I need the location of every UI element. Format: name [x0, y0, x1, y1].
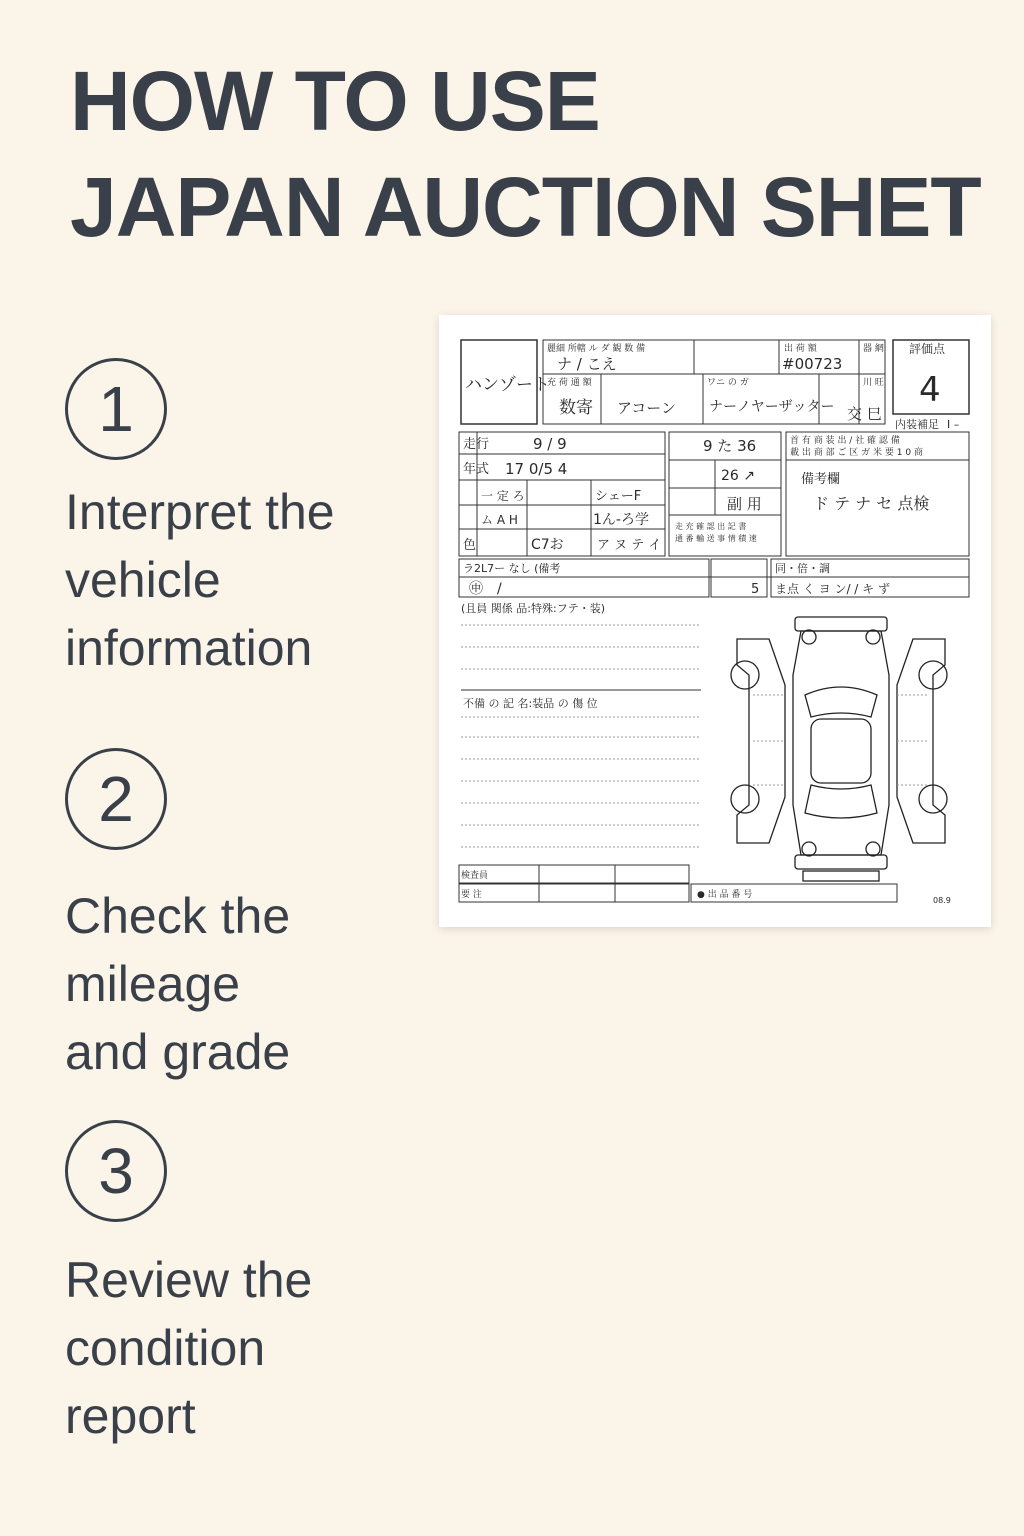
svg-text:充 荷 通 額: 充 荷 通 額 — [547, 378, 592, 388]
distance-value: 1ん-ろ学 — [593, 512, 649, 528]
step-line: vehicle — [65, 552, 221, 608]
step-line: report — [65, 1388, 196, 1444]
svg-text:通 番 輸 送 事 情 積 速: 通 番 輸 送 事 情 積 速 — [675, 534, 757, 543]
svg-text:載 出 商 部 ご 区 ガ 米 要 1 0 商: 載 出 商 部 ご 区 ガ 米 要 1 0 商 — [790, 448, 923, 458]
shift-value: シェーF — [595, 489, 642, 504]
svg-text:交 巳: 交 巳 — [847, 405, 882, 423]
car-label: ハンゾート — [465, 375, 550, 395]
auction-sheet-image — [439, 315, 991, 927]
step-line: information — [65, 620, 313, 676]
step-description — [65, 882, 425, 1086]
section-value-1: 5 — [751, 582, 760, 597]
footer-code: 08.9 — [933, 896, 951, 905]
step-description — [65, 1246, 425, 1450]
svg-text:ナ / こえ: ナ / こえ — [557, 355, 617, 373]
interior-value: I – — [947, 418, 960, 431]
color-label: 色 — [463, 538, 477, 553]
page-title — [70, 48, 981, 260]
svg-text:麗細 所轄 ル ダ 観 数 備: 麗細 所轄 ル ダ 観 数 備 — [547, 344, 646, 354]
title-line-2: JAPAN AUCTION SHET — [70, 160, 981, 254]
auction-grade: 4 — [919, 370, 941, 410]
color-value: C7お — [531, 537, 564, 553]
car-diagram — [731, 617, 947, 881]
footer-label-1: 検査員 — [461, 871, 489, 881]
comments-label-2: 不備 の 記 名:装品 の 傷 位 — [463, 697, 598, 710]
year-label: 年式 — [463, 462, 490, 477]
step-description — [65, 478, 425, 682]
grade-name: ナーノヤーザッター — [709, 399, 835, 415]
svg-text:ア ヌ テ イ: ア ヌ テ イ — [597, 538, 662, 553]
step-number-badge: 2 — [65, 748, 167, 850]
seats: 26 ↗ — [721, 468, 755, 484]
svg-text:ワニ の ガ: ワニ の ガ — [707, 378, 749, 388]
section-header-2: 同・倍・調 — [775, 562, 830, 575]
section-header-1: ラ2L7ー なし (備考 — [463, 562, 561, 575]
notes-handwritten: ド テ ナ セ 点検 — [813, 494, 930, 513]
step-number-badge: 3 — [65, 1120, 167, 1222]
section-value-2: ま点 く ヨ ン/ / キ ず — [775, 582, 890, 596]
step-line: condition — [65, 1320, 266, 1376]
year-value: 17 0/5 4 — [505, 460, 568, 478]
displacement: 9 た 36 — [703, 437, 757, 455]
step-line: Interpret the — [65, 484, 335, 540]
step-1 — [65, 358, 425, 682]
footer-label-2: 要 注 — [461, 890, 482, 900]
interior-label: 内装補足 — [895, 418, 939, 431]
step-line: Review the — [65, 1252, 313, 1308]
auction-sheet-drawing — [439, 315, 991, 927]
grade-box-label: 評価点 — [909, 342, 946, 356]
step-number-badge: 1 — [65, 358, 167, 460]
svg-text:一 定 ろ: 一 定 ろ — [481, 489, 525, 503]
step-3 — [65, 1120, 425, 1450]
mileage-label: 走行 — [463, 437, 490, 452]
svg-text:㊥ /: ㊥ / — [469, 581, 502, 597]
lot-number: #00723 — [782, 355, 843, 373]
step-line: mileage — [65, 956, 241, 1012]
model-name: アコーン — [617, 399, 676, 417]
footer-right-label: ● 出 品 番 号 — [697, 890, 753, 900]
maker: 数寄 — [559, 398, 593, 418]
step-line: and grade — [65, 1024, 291, 1080]
svg-text:川 旺: 川 旺 — [863, 378, 884, 388]
step-line: Check the — [65, 888, 291, 944]
comments-label-1: (且員 関係 品:特殊:フテ・装) — [461, 602, 605, 615]
mileage-value: 9 / 9 — [533, 435, 567, 453]
step-2 — [65, 748, 425, 1086]
svg-text:ム A H: ム A H — [481, 513, 518, 527]
svg-text:器 網: 器 網 — [863, 344, 884, 354]
title-line-1: HOW TO USE — [70, 54, 600, 148]
vehicle-type: 副 用 — [727, 495, 762, 513]
svg-text:首 有 商 装 出 / 社 確 認 備: 首 有 商 装 出 / 社 確 認 備 — [790, 436, 900, 446]
notes-label: 備考欄 — [801, 472, 841, 487]
svg-text:走 充 確 認 出 記 書: 走 充 確 認 出 記 書 — [675, 522, 747, 531]
svg-text:出 荷 額: 出 荷 額 — [784, 344, 817, 354]
